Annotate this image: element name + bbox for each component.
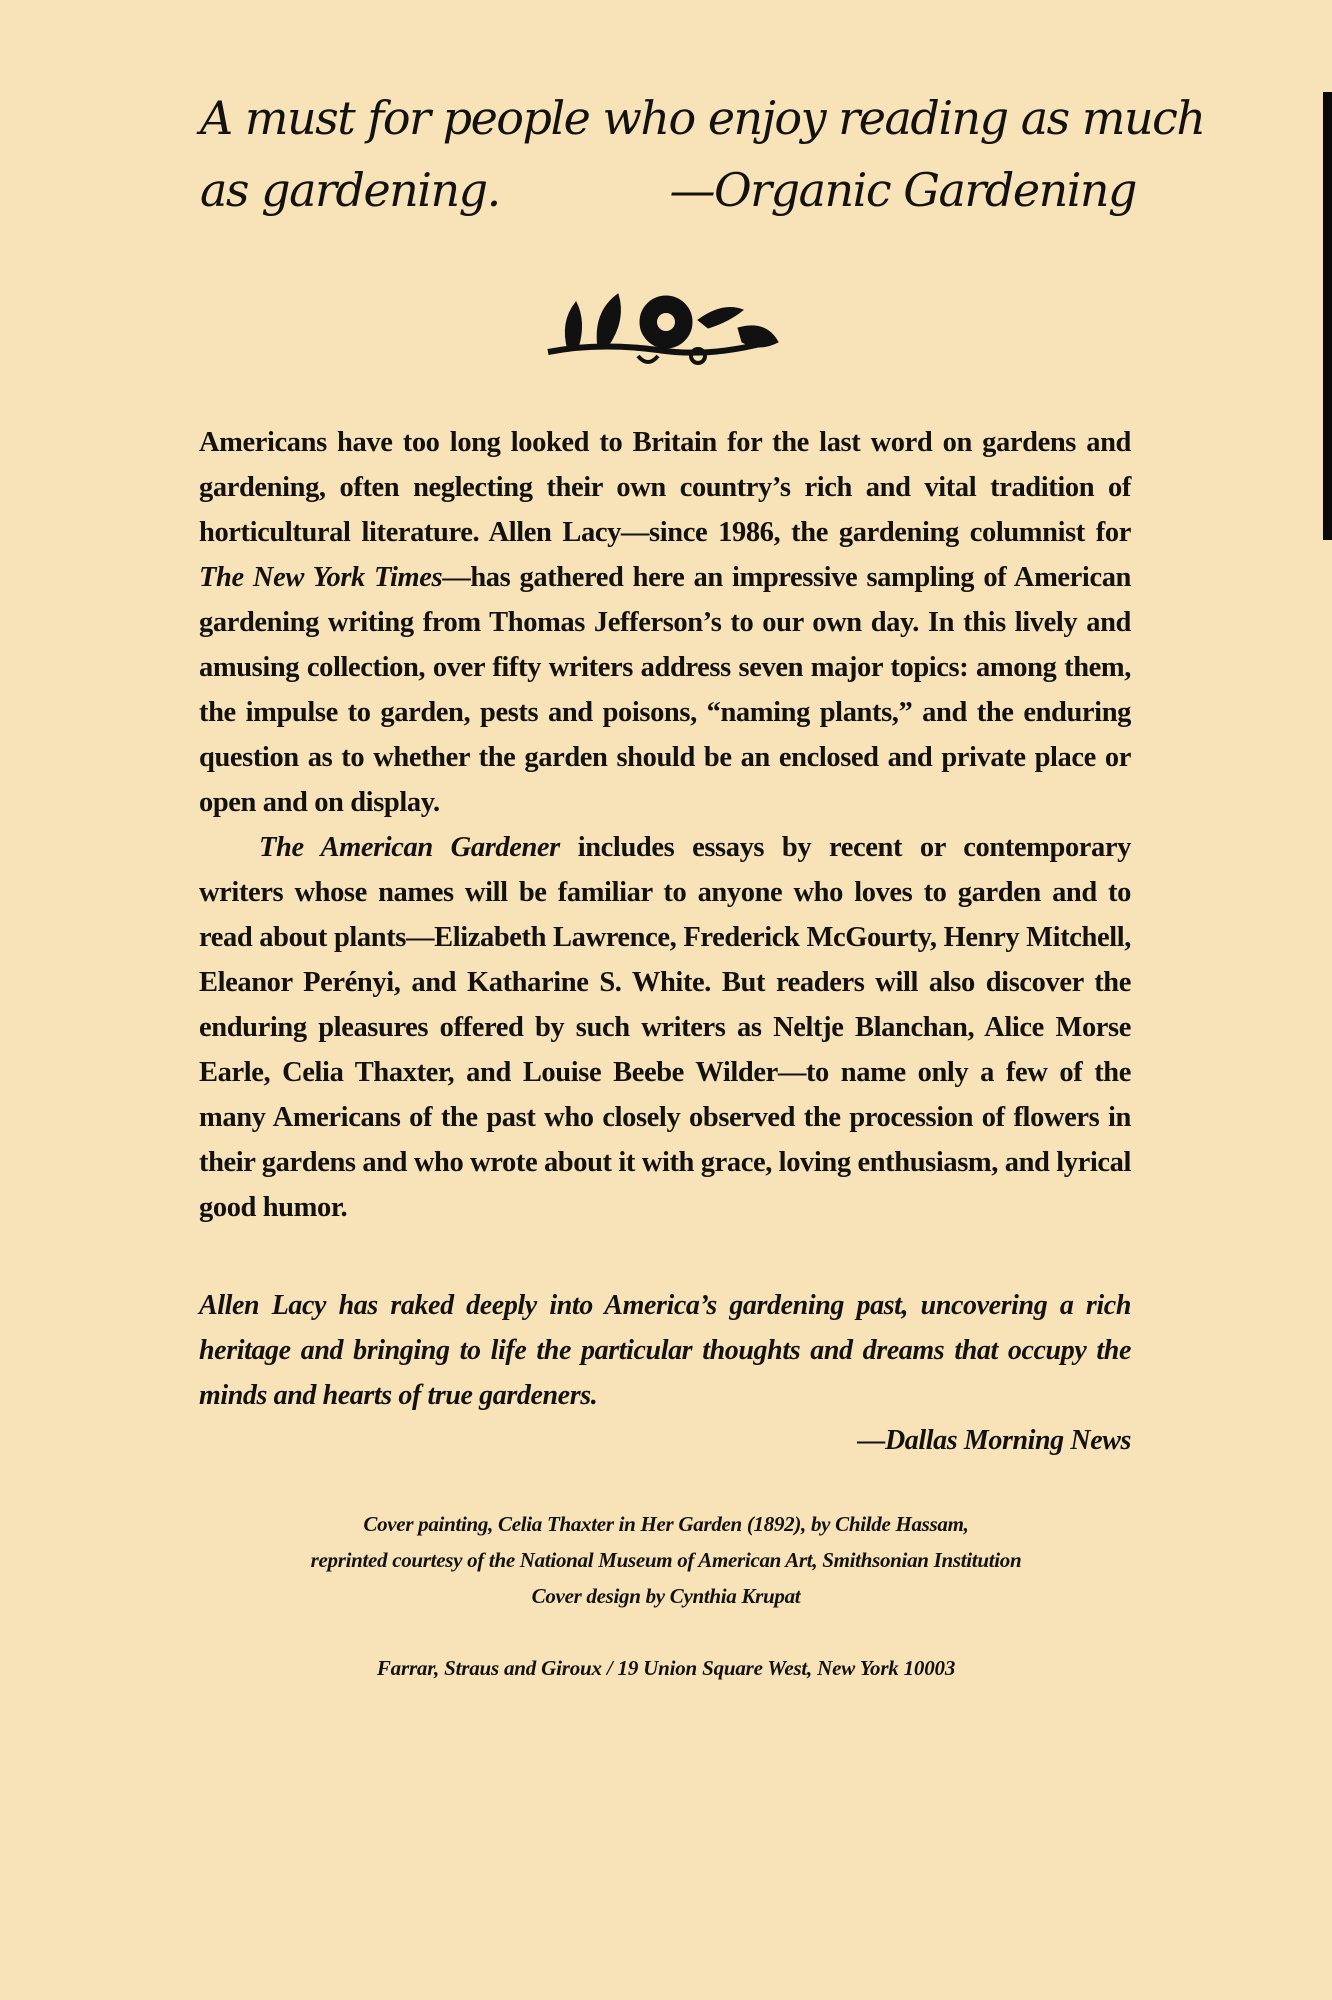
blurb-text-line-1: A must for people who enjoy reading as much [200, 91, 1205, 145]
credits-line-3: Cover design by Cynthia Krupat [531, 1584, 801, 1608]
description-paragraph-2 [199, 825, 1131, 1230]
blurb-attribution: —Organic Gardening [669, 163, 1136, 217]
description-p1-text-cont: —has gathered here an impressive sampling of American gardening writing from Thomas Jefferson’s to our own day. In this lively and amusing collection, over fifty writers address seven major topics: among them, the impulse to garden, pests and poisons, “naming plants,” and the enduring question as to whether the garden should be an enclosed and private place or open and on display. [199, 562, 1131, 818]
review-attribution: —Dallas Morning News [857, 1425, 1131, 1456]
blurb-line-2 [200, 154, 1136, 226]
blurb-text-line-2: as gardening. [200, 163, 500, 217]
publisher-imprint: Farrar, Straus and Giroux / 19 Union Square West, New York 10003 [376, 1656, 956, 1680]
review-quote [199, 1283, 1131, 1463]
floral-ornament-icon [538, 272, 788, 372]
top-blurb-quote [200, 82, 1205, 226]
cover-credits [200, 1506, 1132, 1614]
credits-line-1: Cover painting, Celia Thaxter in Her Garden (1892), by Childe Hassam, [363, 1512, 969, 1536]
credits-line-2: reprinted courtesy of the National Museum of American Art, Smithsonian Institution [310, 1548, 1022, 1572]
book-description [199, 420, 1131, 1230]
book-title: The American Gardener [259, 832, 560, 863]
newspaper-title: The New York Times [199, 562, 443, 593]
review-quote-text: Allen Lacy has raked deeply into America’s gardening past, uncovering a rich heritage and bringing to life the particular thoughts and dreams that occupy the minds and hearts of true gardeners. [199, 1290, 1131, 1411]
description-p1-text: Americans have too long looked to Britain for the last word on gardens and gardening, often neglecting their own country’s rich and vital tradition of horticultural literature. Allen Lacy—since 1986, the gardening columnist for [199, 427, 1131, 548]
description-paragraph-1 [199, 420, 1131, 825]
spine-edge-bar [1323, 92, 1332, 540]
description-p2-text: includes essays by recent or contemporary writers whose names will be familiar to anyone who loves to garden and to read about plants—Elizabeth Lawrence, Frederick McGourty, Henry Mitchell, Eleanor Perényi, and Katharine S. White. But readers will also discover the enduring pleasures offered by such writers as Neltje Blanchan, Alice Morse Earle, Celia Thaxter, and Louise Beebe Wilder—to name only a few of the many Americans of the past who closely observed the procession of flowers in their gardens and who wrote about it with grace, loving enthusiasm, and lyrical good humor. [199, 832, 1132, 1223]
blurb-line-1 [200, 82, 1205, 154]
